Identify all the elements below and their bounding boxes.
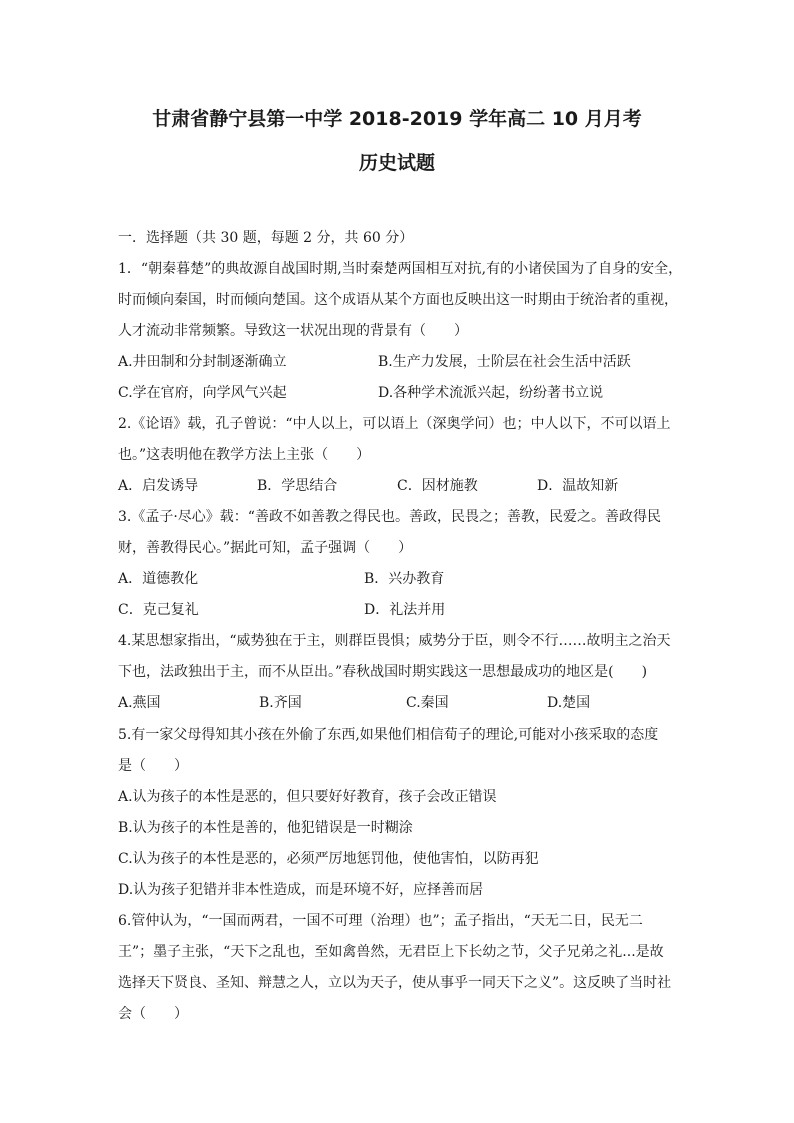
question-1-line-1: 1．“朝秦暮楚”的典故源自战国时期,当时秦楚两国相互对抗,有的小诸侯国为了自身的安全， (118, 261, 683, 277)
question-2-option-b: B．学思结合 (257, 478, 338, 494)
question-3-option-b: B．兴办教育 (364, 571, 445, 587)
question-5-option-b: B.认为孩子的本性是善的，他犯错误是一时糊涂 (118, 820, 413, 836)
question-4-option-c: C.秦国 (406, 695, 449, 711)
question-5-option-a: A.认为孩子的本性是恶的，但只要好好教育，孩子会改正错误 (118, 789, 497, 805)
question-3-line-2: 财，善教得民心。”据此可知，孟子强调（ ） (118, 540, 413, 556)
question-6-line-3: 选择天下贤良、圣知、辩慧之人，立以为天子，使从事乎一同天下之义”。这反映了当时社 (118, 975, 672, 991)
question-3-option-a: A．道德教化 (118, 571, 199, 587)
question-4-line-1: 4.某思想家指出，“威势独在于主，则群臣畏惧；威势分于臣，则令不行……故明主之治天 (118, 633, 671, 649)
question-6-line-1: 6.管仲认为，“一国而两君，一国不可理（治理）也”；孟子指出，“天无二日，民无二 (118, 913, 643, 929)
question-1-option-c: C.学在官府，向学风气兴起 (118, 385, 287, 401)
question-5-option-d: D.认为孩子犯错并非本性造成，而是环境不好，应择善而居 (118, 882, 484, 898)
question-1-line-2: 时而倾向秦国，时而倾向楚国。这个成语从某个方面也反映出这一时期由于统治者的重视， (118, 292, 678, 308)
question-2-option-d: D．温故知新 (537, 478, 619, 494)
question-4-option-b: B.齐国 (259, 695, 302, 711)
question-4-line-2: 下也，法政独出于主，而不从臣出。”春秋战国时期实践这一思想最成功的地区是( ) (118, 664, 648, 680)
question-2-option-a: A．启发诱导 (118, 478, 199, 494)
question-6-line-2: 王”；墨子主张，“天下之乱也，至如禽兽然，无君臣上下长幼之节，父子兄弟之礼...是故 (118, 944, 664, 960)
subject-title: 历史试题 (358, 152, 435, 174)
question-4-option-d: D.楚国 (547, 695, 591, 711)
section-heading: 一．选择题（共 30 题，每题 2 分，共 60 分） (118, 230, 414, 246)
question-2-line-1: 2.《论语》载，孔子曾说：“中人以上，可以语上（深奥学问）也；中人以下，不可以语上 (118, 416, 671, 432)
question-2-option-c: C．因材施教 (397, 478, 478, 494)
question-5-line-1: 5.有一家父母得知其小孩在外偷了东西,如果他们相信荀子的理论,可能对小孩采取的态度 (118, 727, 659, 743)
question-4-option-a: A.燕国 (118, 695, 161, 711)
question-1-line-3: 人才流动非常频繁。导致这一状况出现的背景有（ ） (118, 323, 468, 339)
question-3-option-c: C．克己复礼 (118, 602, 199, 618)
question-5-option-c: C.认为孩子的本性是恶的，必须严厉地惩罚他，使他害怕，以防再犯 (118, 851, 539, 867)
question-3-option-d: D．礼法并用 (364, 602, 446, 618)
question-1-option-b: B.生产力发展，士阶层在社会生活中活跃 (378, 354, 631, 370)
question-2-line-2: 也。”这表明他在教学方法上主张（ ） (118, 447, 371, 463)
question-1-option-d: D.各种学术流派兴起，纷纷著书立说 (378, 385, 604, 401)
question-6-line-4: 会（ ） (118, 1006, 188, 1022)
question-5-line-2: 是（ ） (118, 758, 188, 774)
exam-title: 甘肃省静宁县第一中学 2018-2019 学年高二 10 月月考 (152, 108, 642, 130)
question-3-line-1: 3.《孟子·尽心》载：“善政不如善教之得民也。善政，民畏之；善教，民爱之。善政得民 (118, 509, 661, 525)
question-1-option-a: A.井田制和分封制逐渐确立 (118, 354, 287, 370)
